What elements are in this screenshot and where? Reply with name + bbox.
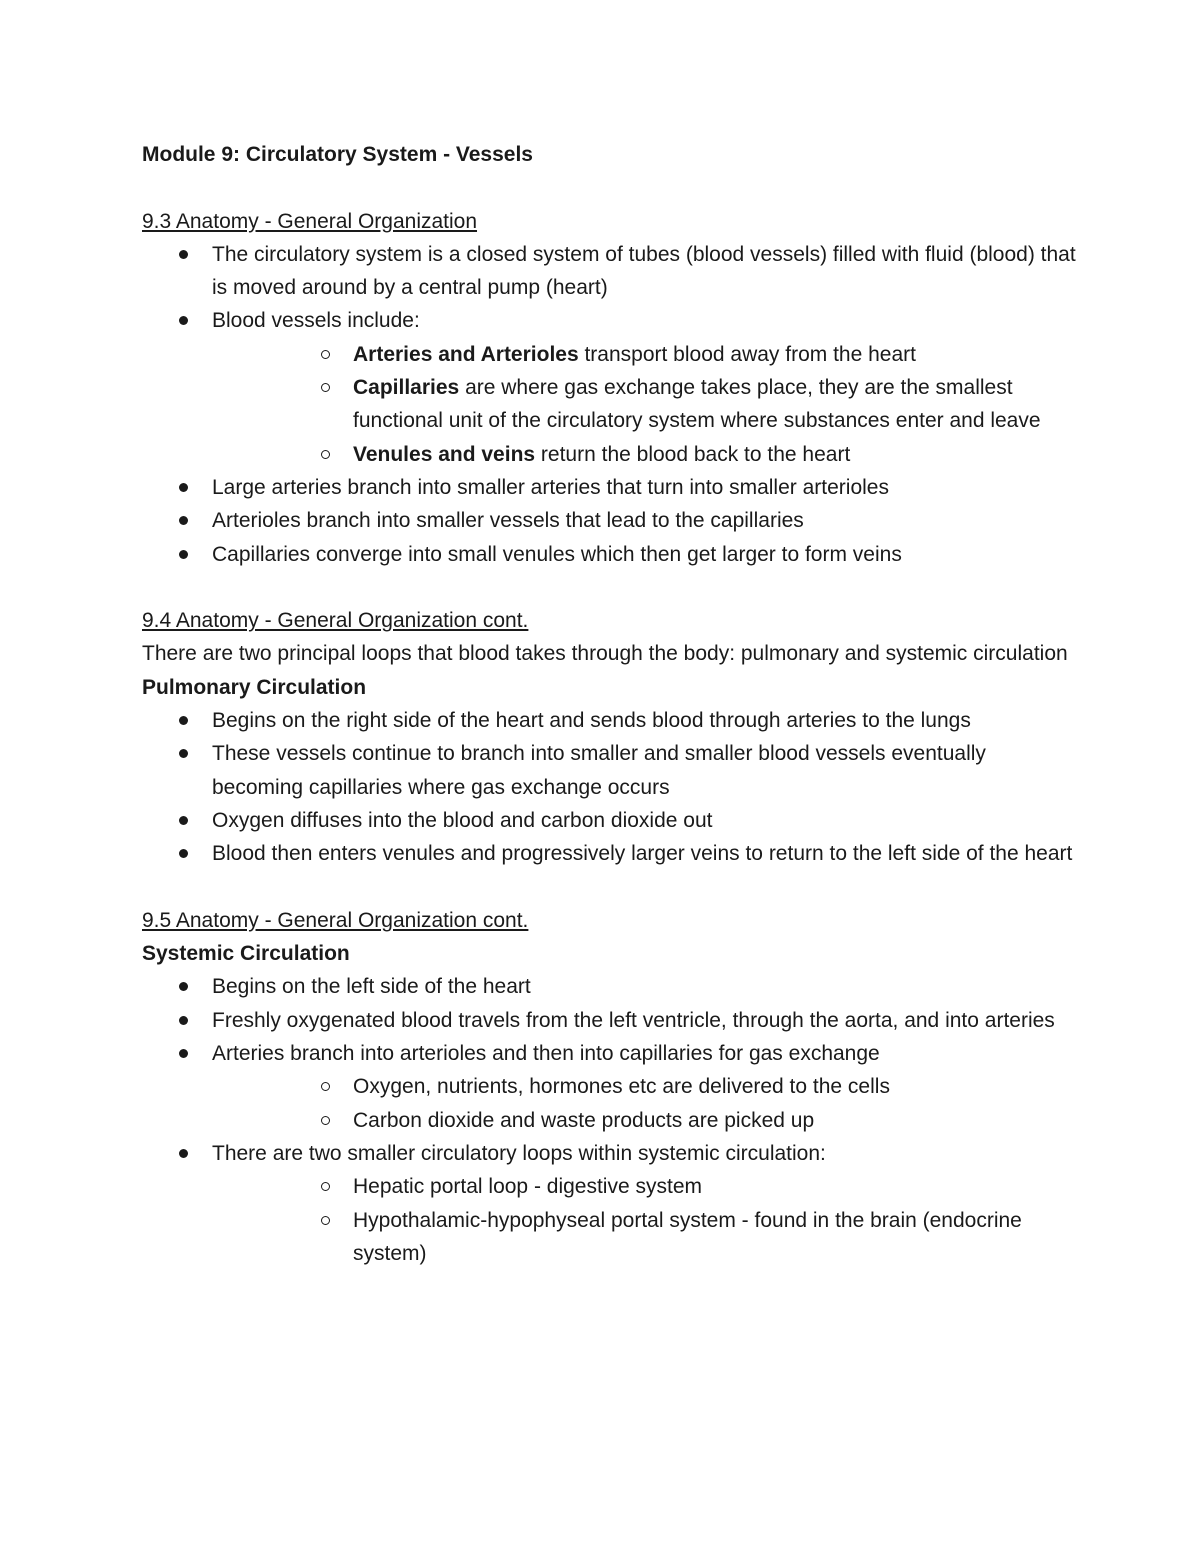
sub-list-item <box>212 338 1082 371</box>
sub-list-item: Carbon dioxide and waste products are picked up <box>212 1104 1082 1137</box>
term-bold: Capillaries <box>353 376 460 400</box>
intro-paragraph: There are two principal loops that blood takes through the body: pulmonary and systemic circulation <box>142 642 1068 666</box>
list-item: Arterioles branch into smaller vessels that lead to the capillaries <box>142 504 1082 537</box>
sub-list-item: Hepatic portal loop - digestive system <box>212 1170 1082 1203</box>
sub-list <box>212 1170 1082 1270</box>
bullet-list-9-4 <box>142 704 1082 870</box>
sub-list-item: Oxygen, nutrients, hormones etc are delivered to the cells <box>212 1070 1082 1103</box>
list-item: Capillaries converge into small venules which then get larger to form veins <box>142 538 1082 571</box>
list-item-text: Arteries branch into arterioles and then into capillaries for gas exchange <box>212 1042 880 1066</box>
section-heading-9-4: 9.4 Anatomy - General Organization cont. <box>142 609 529 633</box>
sub-list-item <box>212 371 1082 438</box>
list-item <box>142 1137 1082 1270</box>
sub-list <box>212 338 1082 471</box>
term-bold: Venules and veins <box>353 442 536 466</box>
bullet-list-9-5 <box>142 970 1082 1270</box>
term-description: transport blood away from the heart <box>578 342 916 366</box>
list-item: The circulatory system is a closed system of tubes (blood vessels) filled with fluid (blood) that is moved around by a central pump (heart) <box>142 238 1082 305</box>
list-item: Freshly oxygenated blood travels from the left ventricle, through the aorta, and into arteries <box>142 1004 1082 1037</box>
term-bold: Arteries and Arterioles <box>353 342 579 366</box>
sub-list-item <box>212 438 1082 471</box>
spacer <box>142 871 1082 904</box>
page-title: Module 9: Circulatory System - Vessels <box>142 143 533 166</box>
document-page <box>142 138 1082 1270</box>
sub-list <box>212 1070 1082 1137</box>
spacer <box>142 571 1082 604</box>
list-item: Begins on the left side of the heart <box>142 970 1082 1003</box>
list-item-text: Blood vessels include: <box>212 309 420 333</box>
list-item-text: There are two smaller circulatory loops within systemic circulation: <box>212 1141 826 1165</box>
term-description: are where gas exchange takes place, they are the smallest functional unit of the circulatory system where substances enter and leave <box>353 376 1041 433</box>
list-item: These vessels continue to branch into smaller and smaller blood vessels eventually becoming capillaries where gas exchange occurs <box>142 737 1082 804</box>
section-heading-9-3: 9.3 Anatomy - General Organization <box>142 209 478 233</box>
list-item: Oxygen diffuses into the blood and carbon dioxide out <box>142 804 1082 837</box>
list-item: Large arteries branch into smaller arteries that turn into smaller arterioles <box>142 471 1082 504</box>
list-item: Begins on the right side of the heart and sends blood through arteries to the lungs <box>142 704 1082 737</box>
term-description: return the blood back to the heart <box>535 442 851 466</box>
list-item <box>142 304 1082 470</box>
section-heading-9-5: 9.5 Anatomy - General Organization cont. <box>142 908 529 932</box>
sub-list-item: Hypothalamic-hypophyseal portal system - found in the brain (endocrine system) <box>212 1204 1082 1271</box>
subheading-pulmonary: Pulmonary Circulation <box>142 675 367 699</box>
list-item: Blood then enters venules and progressively larger veins to return to the left side of the heart <box>142 837 1082 870</box>
list-item <box>142 1037 1082 1137</box>
bullet-list-9-3 <box>142 238 1082 571</box>
subheading-systemic: Systemic Circulation <box>142 942 350 966</box>
